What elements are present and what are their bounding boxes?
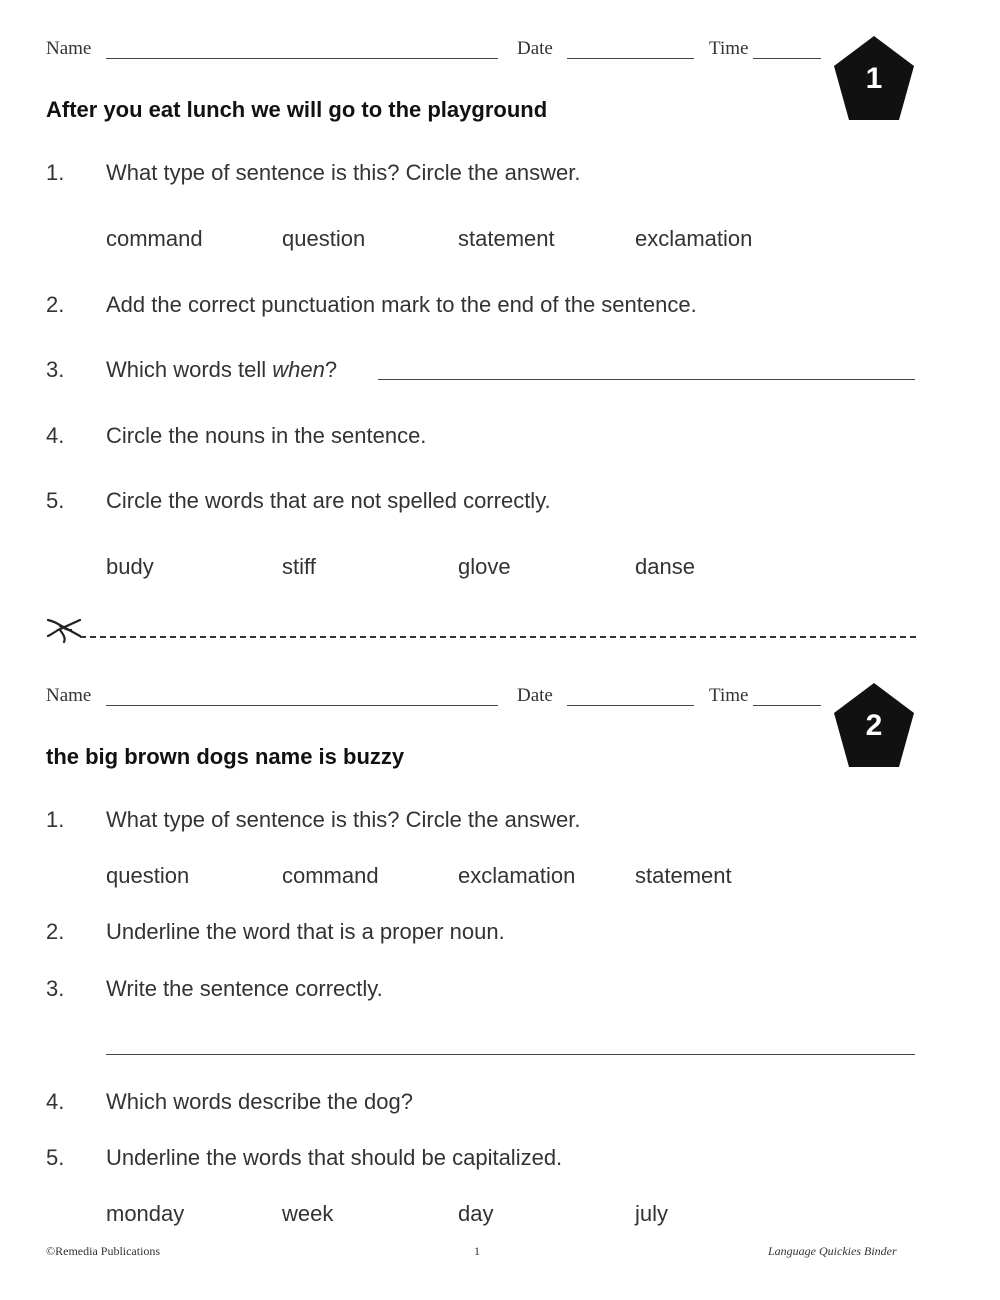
answer-option[interactable]: command: [282, 863, 379, 888]
section-number: 1: [865, 62, 883, 95]
question-text: Write the sentence correctly.: [106, 976, 383, 1001]
footer-book-title: Language Quickies Binder: [768, 1244, 897, 1258]
question-number: 2.: [46, 292, 65, 317]
section-number-badge: [834, 683, 914, 769]
question-text-prefix: Which words tell: [106, 357, 273, 382]
question-text: Underline the words that should be capitalized.: [106, 1145, 563, 1170]
time-label: Time: [709, 38, 749, 59]
question-number: 5.: [46, 488, 65, 513]
answer-option[interactable]: exclamation: [635, 226, 753, 251]
time-blank[interactable]: [753, 58, 821, 59]
question-number: 1.: [46, 160, 65, 185]
answer-option[interactable]: stiff: [282, 554, 316, 579]
answer-option[interactable]: command: [106, 226, 203, 251]
answer-option[interactable]: july: [635, 1201, 669, 1226]
answer-option[interactable]: danse: [635, 554, 695, 579]
question-text: Circle the words that are not spelled correctly.: [106, 488, 551, 513]
question-text: Which words describe the dog?: [106, 1089, 413, 1114]
date-label: Date: [517, 685, 553, 706]
cut-line: [80, 636, 916, 638]
answer-option[interactable]: day: [458, 1201, 494, 1226]
question-text: Circle the nouns in the sentence.: [106, 423, 427, 448]
question-text: What type of sentence is this? Circle the answer.: [106, 160, 581, 185]
question-text: [106, 357, 337, 383]
sentence-title: After you eat lunch we will go to the playground: [46, 97, 548, 122]
question-text: Underline the word that is a proper noun.: [106, 919, 505, 944]
answer-option[interactable]: glove: [458, 554, 511, 579]
answer-option[interactable]: question: [106, 863, 190, 888]
question-number: 3.: [46, 357, 65, 382]
question-number: 1.: [46, 807, 65, 832]
scissors-icon: [44, 614, 82, 644]
answer-option[interactable]: exclamation: [458, 863, 576, 888]
name-label: Name: [46, 685, 92, 706]
time-blank[interactable]: [753, 705, 821, 706]
question-text-emphasis: when: [272, 357, 325, 382]
answer-option[interactable]: monday: [106, 1201, 185, 1226]
time-label: Time: [709, 685, 749, 706]
date-label: Date: [517, 38, 553, 59]
question-number: 5.: [46, 1145, 65, 1170]
answer-option[interactable]: question: [282, 226, 366, 251]
section-number-badge: [834, 36, 914, 122]
question-text-suffix: ?: [324, 357, 338, 382]
date-blank[interactable]: [567, 705, 694, 706]
section-number: 2: [865, 709, 883, 742]
answer-option[interactable]: statement: [635, 863, 732, 888]
answer-option[interactable]: budy: [106, 554, 154, 579]
name-label: Name: [46, 38, 92, 59]
footer-page-number: 1: [474, 1244, 480, 1258]
question-number: 3.: [46, 976, 65, 1001]
answer-option[interactable]: statement: [458, 226, 555, 251]
answer-blank[interactable]: [378, 379, 915, 380]
sentence-title: the big brown dogs name is buzzy: [46, 744, 405, 769]
question-text: What type of sentence is this? Circle the answer.: [106, 807, 581, 832]
question-number: 4.: [46, 423, 65, 448]
date-blank[interactable]: [567, 58, 694, 59]
question-number: 4.: [46, 1089, 65, 1114]
name-blank[interactable]: [106, 705, 498, 706]
footer-publisher: ©Remedia Publications: [46, 1244, 161, 1258]
question-number: 2.: [46, 919, 65, 944]
answer-option[interactable]: week: [282, 1201, 334, 1226]
question-text: Add the correct punctuation mark to the end of the sentence.: [106, 292, 697, 317]
name-blank[interactable]: [106, 58, 498, 59]
answer-blank[interactable]: [106, 1054, 915, 1055]
